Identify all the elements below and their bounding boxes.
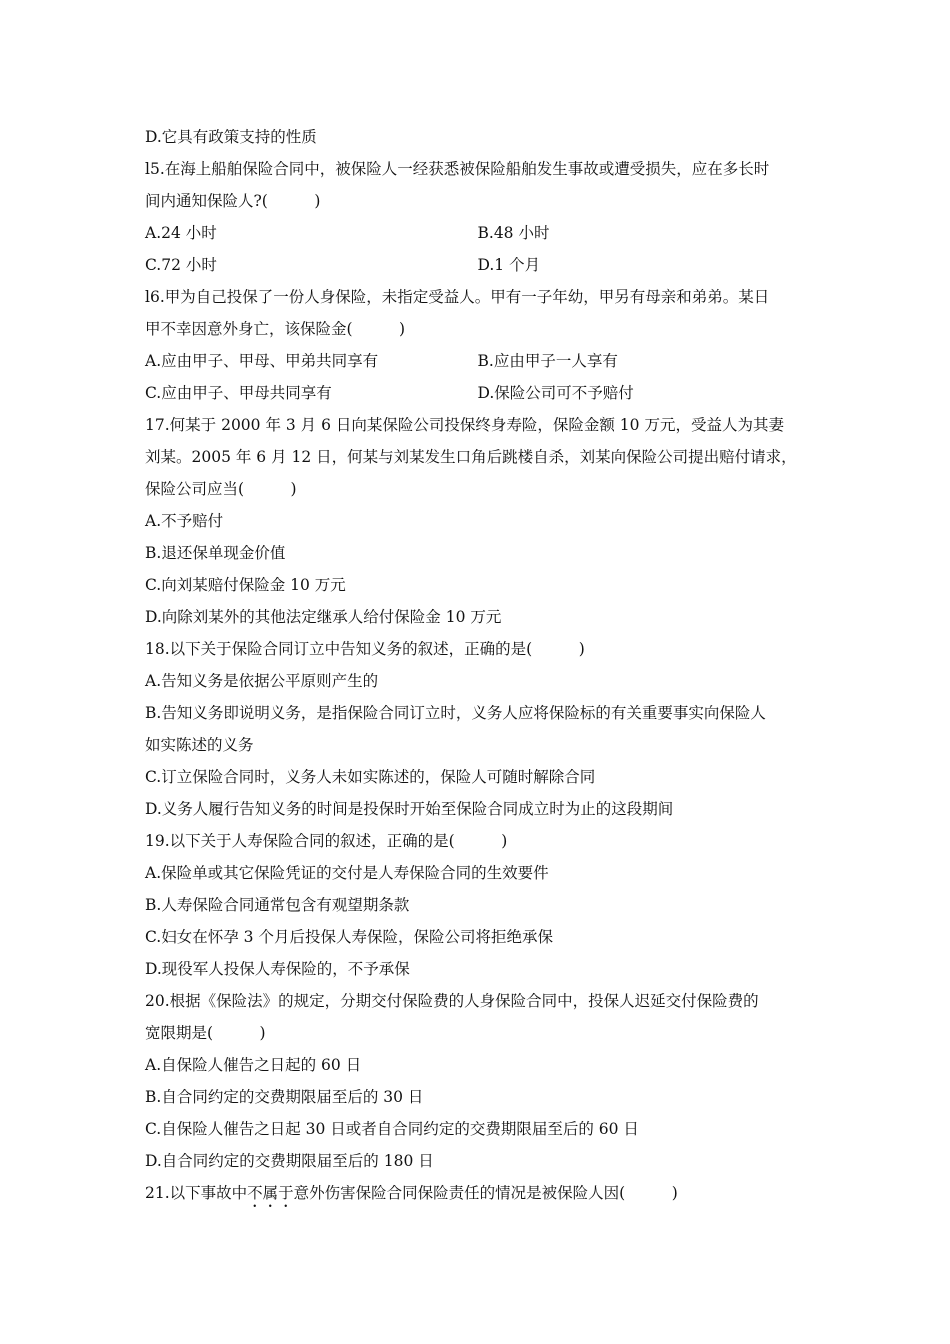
q21-stem-emphasis: 不属于 [247,1184,294,1202]
q18-option-b: B.告知义务即说明义务，是指保险合同订立时，义务人应将保险标的有关重要事实向保险人 [145,704,766,722]
q19-option-b: B.人寿保险合同通常包含有观望期条款 [145,896,410,914]
q17-stem-line: 保险公司应当( ) [145,480,297,498]
q16-options-row [145,380,810,412]
q19-option-c: C.妇女在怀孕 3 个月后投保人寿保险，保险公司将拒绝承保 [145,928,553,946]
q18-option-d: D.义务人履行告知义务的时间是投保时开始至保险合同成立时为止的这段期间 [145,800,674,818]
q20-option-b: B.自合同约定的交费期限届至后的 30 日 [145,1088,424,1106]
question-21 [145,1180,810,1212]
q16-option-b: B.应由甲子一人享有 [477,352,618,370]
q18-stem-line: 18.以下关于保险合同订立中告知义务的叙述，正确的是( ) [145,640,585,658]
q17-option-b: B.退还保单现金价值 [145,544,286,562]
q20-stem-line: 宽限期是( ) [145,1024,266,1042]
q17-stem-line: 刘某。2005 年 6 月 12 日，何某与刘某发生口角后跳楼自杀，刘某向保险公司提出赔付请求， [145,448,797,466]
q15-stem-line: 间内通知保险人?( ) [145,192,321,210]
q15-option-a: A.24 小时 [145,224,217,242]
q15-option-d: D.1 个月 [477,256,541,274]
q19-option-a: A.保险单或其它保险凭证的交付是人寿保险合同的生效要件 [145,864,549,882]
q20-option-d: D.自合同约定的交费期限届至后的 180 日 [145,1152,434,1170]
q18-option-c: C.订立保险合同时，义务人未如实陈述的，保险人可随时解除合同 [145,768,596,786]
q15-options-row [145,220,810,252]
q17-option-a: A.不予赔付 [145,512,224,530]
q16-stem-line: 甲不幸因意外身亡，该保险金( ) [145,320,406,338]
q17-option-c: C.向刘某赔付保险金 10 万元 [145,576,346,594]
question-list [145,124,810,1212]
question-15 [145,156,810,284]
question-19 [145,828,810,988]
q16-option-d: D.保险公司可不予赔付 [477,384,634,402]
q16-options-row [145,348,810,380]
q21-stem-before: 21.以下事故中 [145,1184,248,1202]
q15-options-row [145,252,810,284]
q17-stem-line: 17.何某于 2000 年 3 月 6 日向某保险公司投保终身寿险，保险金额 10 万元，受益人为其妻 [145,416,784,434]
question-20 [145,988,810,1180]
question-18 [145,636,810,828]
q17-option-d: D.向除刘某外的其他法定继承人给付保险金 10 万元 [145,608,502,626]
q15-option-c: C.72 小时 [145,256,217,274]
q20-option-a: A.自保险人催告之日起的 60 日 [145,1056,362,1074]
q19-option-d: D.现役军人投保人寿保险的，不予承保 [145,960,410,978]
q21-stem-after: 意外伤害保险合同保险责任的情况是被保险人因( ) [293,1184,678,1202]
q16-option-a: A.应由甲子、甲母、甲弟共同享有 [145,352,379,370]
q21-stem-line [145,1180,810,1212]
q16-stem-line: l6.甲为自己投保了一份人身保险，未指定受益人。甲有一子年幼，甲另有母亲和弟弟。某日 [145,288,770,306]
q16-option-c: C.应由甲子、甲母共同享有 [145,384,332,402]
q20-option-c: C.自保险人催告之日起 30 日或者自合同约定的交费期限届至后的 60 日 [145,1120,639,1138]
q14-option-d: D.它具有政策支持的性质 [145,128,317,146]
q18-option-b-cont: 如实陈述的义务 [145,736,254,754]
q20-stem-line: 20.根据《保险法》的规定，分期交付保险费的人身保险合同中，投保人迟延交付保险费的 [145,992,759,1010]
question-16 [145,284,810,412]
q18-option-a: A.告知义务是依据公平原则产生的 [145,672,379,690]
question-17 [145,412,810,636]
q15-stem-line: l5.在海上船舶保险合同中，被保险人一经获悉被保险船舶发生事故或遭受损失，应在多长时 [145,160,770,178]
q15-option-b: B.48 小时 [477,224,550,242]
q19-stem-line: 19.以下关于人寿保险合同的叙述，正确的是( ) [145,832,508,850]
